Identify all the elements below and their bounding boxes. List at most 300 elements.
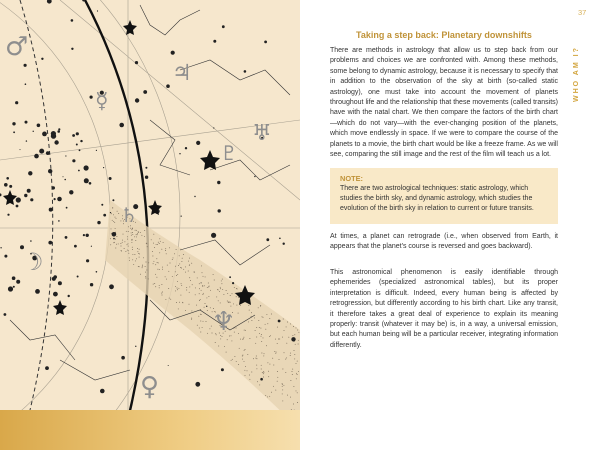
stipple-dot — [111, 228, 112, 229]
stipple-dot — [266, 345, 267, 346]
stipple-dot — [226, 290, 227, 291]
stipple-dot — [292, 371, 293, 372]
stipple-dot — [245, 330, 246, 331]
stipple-dot — [168, 271, 169, 272]
star-dot — [76, 132, 79, 135]
stipple-dot — [110, 238, 111, 239]
stipple-dot — [195, 294, 196, 295]
star-dot — [13, 131, 15, 133]
stipple-dot — [176, 249, 177, 250]
star-dot — [58, 128, 60, 130]
stipple-dot — [178, 265, 179, 266]
stipple-dot — [159, 287, 160, 288]
stipple-dot — [169, 298, 170, 299]
stipple-dot — [293, 404, 294, 405]
star-dot — [145, 167, 147, 169]
stipple-dot — [249, 310, 250, 311]
star-dot — [283, 243, 285, 245]
star-dot — [25, 121, 28, 124]
stipple-dot — [115, 217, 116, 218]
stipple-dot — [169, 247, 170, 248]
stipple-dot — [139, 249, 140, 250]
star-dot — [80, 140, 82, 142]
star-dot — [195, 382, 200, 387]
stipple-dot — [152, 251, 153, 252]
stipple-dot — [264, 353, 265, 354]
stipple-dot — [155, 264, 156, 265]
note-title: NOTE: — [340, 174, 363, 183]
stipple-dot — [175, 286, 176, 287]
star-dot — [12, 276, 16, 280]
stipple-dot — [286, 343, 287, 344]
stipple-dot — [132, 259, 133, 260]
stipple-dot — [223, 294, 224, 295]
stipple-dot — [227, 301, 228, 302]
mars-symbol-icon: ♂ — [5, 32, 29, 62]
stipple-dot — [262, 316, 263, 317]
stipple-dot — [181, 285, 182, 286]
stipple-dot — [197, 325, 198, 326]
stipple-dot — [157, 262, 158, 263]
stipple-dot — [174, 253, 175, 254]
star-dot — [39, 149, 44, 154]
stipple-dot — [249, 379, 250, 380]
star-dot — [64, 179, 66, 181]
mercury-symbol-icon: ☿ — [95, 89, 109, 114]
stipple-dot — [191, 319, 192, 320]
star-dot — [13, 286, 15, 288]
stipple-dot — [292, 369, 293, 370]
stipple-dot — [290, 353, 291, 354]
stipple-dot — [114, 222, 115, 223]
star-dot — [179, 153, 180, 154]
star-dot — [76, 144, 78, 146]
stipple-dot — [251, 312, 252, 313]
star-dot — [0, 193, 2, 196]
stipple-dot — [137, 251, 138, 252]
star-dot — [113, 238, 115, 240]
stipple-dot — [273, 365, 274, 366]
stipple-dot — [146, 270, 147, 271]
stipple-dot — [249, 375, 250, 376]
stipple-dot — [113, 214, 114, 215]
stipple-dot — [282, 400, 283, 401]
stipple-dot — [133, 264, 134, 265]
stipple-dot — [166, 279, 167, 280]
stipple-dot — [127, 239, 128, 240]
paragraph-intro: There are methods in astrology that allow us to step back from our problems and choices we are confronted with. Among these methods, some belong to dynamic astrology, because it is necessary to specify that in addition to the observation of the sky at birth (so-called static astrology), one must take into account the movement of planets throughout life and the relationship that these movements (called transits) have with the natal chart. We then compare the factors of the birth chart—which do not vary—with the ever-changing position of the planets, which move endlessly in space. If we were to compare the course of the planets to a movie, the birth chart would be like a freeze frame. As we will see, comparing the still image and the rest of the film will teach us a lot. — [330, 47, 558, 159]
stipple-dot — [156, 258, 157, 259]
stipple-dot — [204, 285, 205, 286]
stipple-dot — [185, 310, 186, 311]
star-dot — [33, 131, 34, 132]
stipple-dot — [240, 305, 241, 306]
star-dot — [291, 337, 295, 341]
stipple-dot — [220, 302, 221, 303]
stipple-dot — [154, 283, 155, 284]
stipple-dot — [283, 385, 284, 386]
stipple-dot — [230, 295, 231, 296]
stipple-dot — [110, 244, 111, 245]
stipple-dot — [287, 395, 288, 396]
stipple-dot — [175, 271, 176, 272]
star-dot — [58, 220, 60, 222]
stipple-dot — [116, 236, 117, 237]
stipple-dot — [265, 329, 266, 330]
star-dot — [260, 378, 263, 381]
star-dot — [16, 280, 20, 284]
stipple-dot — [285, 372, 286, 373]
stipple-dot — [152, 256, 153, 257]
star-dot — [244, 70, 247, 73]
stipple-dot — [131, 242, 132, 243]
stipple-dot — [144, 236, 145, 237]
stipple-dot — [256, 327, 257, 328]
star-dot — [52, 186, 55, 189]
stipple-dot — [157, 244, 158, 245]
stipple-dot — [245, 349, 246, 350]
stipple-dot — [231, 340, 232, 341]
star-dot — [168, 365, 169, 366]
stipple-dot — [140, 232, 141, 233]
stipple-dot — [111, 233, 112, 234]
stipple-dot — [296, 373, 297, 374]
stipple-dot — [213, 274, 214, 275]
star-dot — [135, 61, 138, 64]
stipple-dot — [128, 246, 129, 247]
stipple-dot — [201, 314, 202, 315]
stipple-dot — [297, 361, 298, 362]
stipple-dot — [134, 236, 135, 237]
star-dot — [7, 214, 9, 216]
stipple-dot — [271, 392, 272, 393]
stipple-dot — [167, 265, 168, 266]
stipple-dot — [236, 305, 237, 306]
stipple-dot — [258, 320, 259, 321]
stipple-dot — [275, 390, 276, 391]
stipple-dot — [216, 296, 217, 297]
stipple-dot — [277, 381, 278, 382]
stipple-dot — [189, 265, 190, 266]
star-dot — [84, 165, 89, 170]
star-dot — [171, 51, 175, 55]
stipple-dot — [179, 263, 180, 264]
star-dot — [110, 212, 111, 213]
stipple-dot — [178, 288, 179, 289]
stipple-dot — [201, 290, 202, 291]
star-dot — [103, 167, 104, 168]
star-dot — [91, 246, 92, 247]
gold-footer-band — [0, 410, 300, 450]
stipple-dot — [243, 337, 244, 338]
stipple-dot — [228, 302, 229, 303]
stipple-dot — [122, 240, 123, 241]
stipple-dot — [266, 314, 267, 315]
stipple-dot — [179, 302, 180, 303]
stipple-dot — [238, 297, 239, 298]
star-dot — [213, 127, 214, 128]
stipple-dot — [157, 269, 158, 270]
stipple-dot — [297, 392, 298, 393]
stipple-dot — [117, 211, 118, 212]
stipple-dot — [245, 375, 246, 376]
stipple-dot — [131, 232, 132, 233]
stipple-dot — [137, 234, 138, 235]
stipple-dot — [158, 262, 159, 263]
stipple-dot — [205, 303, 206, 304]
stipple-dot — [190, 280, 191, 281]
star-dot — [37, 124, 41, 128]
star-dot — [121, 356, 125, 360]
star-dot — [279, 238, 281, 240]
stipple-dot — [238, 313, 239, 314]
stipple-dot — [294, 334, 295, 335]
stipple-dot — [128, 253, 129, 254]
stipple-dot — [138, 232, 139, 233]
jupiter-symbol-icon: ♃ — [172, 61, 192, 86]
stipple-dot — [269, 336, 270, 337]
stipple-dot — [238, 333, 239, 334]
stipple-dot — [176, 275, 177, 276]
stipple-dot — [158, 242, 159, 243]
stipple-dot — [146, 243, 147, 244]
stipple-dot — [222, 279, 223, 280]
stipple-dot — [260, 305, 261, 306]
stipple-dot — [293, 326, 294, 327]
stipple-dot — [159, 285, 160, 286]
stipple-dot — [115, 239, 116, 240]
stipple-dot — [282, 383, 283, 384]
stipple-dot — [153, 284, 154, 285]
stipple-dot — [259, 333, 260, 334]
stipple-dot — [202, 285, 203, 286]
stipple-dot — [263, 377, 264, 378]
stipple-dot — [220, 338, 221, 339]
stipple-dot — [227, 339, 228, 340]
stipple-dot — [247, 370, 248, 371]
star-dot — [65, 236, 68, 239]
stipple-dot — [282, 386, 283, 387]
note-text: There are two astrological techniques: static astrology, which studies the birth sky, and dynamic astrology, which studies the evolution of the birth sky in relation to current or future transits. — [340, 185, 534, 213]
stipple-dot — [233, 303, 234, 304]
stipple-dot — [290, 323, 291, 324]
stipple-dot — [201, 265, 202, 266]
stipple-dot — [298, 371, 299, 372]
stipple-dot — [261, 365, 262, 366]
stipple-dot — [186, 287, 187, 288]
stipple-dot — [155, 274, 156, 275]
stipple-dot — [267, 323, 268, 324]
stipple-dot — [177, 274, 178, 275]
stipple-dot — [263, 355, 264, 356]
stipple-dot — [189, 304, 190, 305]
stipple-dot — [191, 310, 192, 311]
stipple-dot — [136, 230, 137, 231]
stipple-dot — [172, 259, 173, 260]
stipple-dot — [214, 280, 215, 281]
stipple-dot — [168, 288, 169, 289]
star-dot — [34, 154, 39, 159]
stipple-dot — [170, 263, 171, 264]
stipple-dot — [275, 353, 276, 354]
stipple-dot — [202, 272, 203, 273]
stipple-dot — [145, 276, 146, 277]
stipple-dot — [204, 307, 205, 308]
stipple-dot — [165, 276, 166, 277]
star-dot — [181, 216, 182, 217]
stipple-dot — [180, 295, 181, 296]
star-dot — [47, 0, 52, 4]
stipple-dot — [179, 255, 180, 256]
stipple-dot — [165, 299, 166, 300]
star-dot — [232, 282, 234, 284]
stipple-dot — [256, 356, 257, 357]
star-dot — [54, 198, 56, 200]
stipple-dot — [195, 287, 196, 288]
star-dot — [53, 292, 58, 297]
stipple-dot — [126, 231, 127, 232]
star-dot — [78, 170, 80, 172]
star-dot — [79, 149, 81, 151]
star-dot — [27, 189, 31, 193]
stipple-dot — [177, 289, 178, 290]
stipple-dot — [123, 234, 124, 235]
stipple-dot — [274, 351, 275, 352]
stipple-dot — [248, 321, 249, 322]
stipple-dot — [115, 248, 116, 249]
stipple-dot — [268, 371, 269, 372]
stipple-dot — [138, 266, 139, 267]
stipple-dot — [132, 234, 133, 235]
star-dot — [97, 10, 98, 11]
stipple-dot — [263, 372, 264, 373]
stipple-dot — [220, 287, 221, 288]
stipple-dot — [156, 244, 157, 245]
stipple-dot — [242, 359, 243, 360]
stipple-dot — [153, 234, 154, 235]
star-dot — [8, 286, 13, 291]
stipple-dot — [200, 299, 201, 300]
stipple-dot — [258, 307, 259, 308]
star-dot — [97, 221, 100, 224]
stipple-dot — [128, 231, 129, 232]
stipple-dot — [112, 220, 113, 221]
saturn-symbol-icon: ♄ — [120, 203, 138, 227]
stipple-dot — [186, 290, 187, 291]
stipple-dot — [224, 346, 225, 347]
stipple-dot — [208, 286, 209, 287]
stipple-dot — [206, 321, 207, 322]
star-dot — [6, 177, 9, 180]
stipple-dot — [255, 330, 256, 331]
stipple-dot — [269, 396, 270, 397]
stipple-dot — [177, 281, 178, 282]
stipple-dot — [183, 269, 184, 270]
stipple-dot — [196, 305, 197, 306]
stipple-dot — [271, 314, 272, 315]
stipple-dot — [282, 369, 283, 370]
stipple-dot — [175, 266, 176, 267]
pluto-symbol-icon: ♇ — [220, 141, 238, 165]
star-dot — [72, 159, 75, 162]
star-dot — [49, 208, 53, 212]
star-dot — [166, 84, 170, 88]
stipple-dot — [208, 296, 209, 297]
stipple-dot — [282, 389, 283, 390]
stipple-dot — [279, 339, 280, 340]
stipple-dot — [262, 372, 263, 373]
stipple-dot — [251, 316, 252, 317]
stipple-dot — [288, 337, 289, 338]
stipple-dot — [170, 299, 171, 300]
stipple-dot — [295, 344, 296, 345]
neptune-symbol-icon: ♆ — [212, 307, 236, 337]
stipple-dot — [178, 308, 179, 309]
stipple-dot — [162, 269, 163, 270]
stipple-dot — [199, 288, 200, 289]
stipple-dot — [240, 339, 241, 340]
stipple-dot — [236, 296, 237, 297]
star-dot — [0, 247, 1, 248]
stipple-dot — [135, 260, 136, 261]
stipple-dot — [269, 364, 270, 365]
stipple-dot — [263, 317, 264, 318]
stipple-dot — [259, 384, 260, 385]
stipple-dot — [132, 254, 133, 255]
stipple-dot — [230, 302, 231, 303]
star-dot — [42, 132, 47, 137]
stipple-dot — [139, 266, 140, 267]
star-dot — [66, 207, 68, 209]
stipple-dot — [153, 261, 154, 262]
star-dot — [58, 281, 62, 285]
stipple-dot — [128, 243, 129, 244]
stipple-dot — [259, 327, 260, 328]
stipple-dot — [132, 247, 133, 248]
stipple-dot — [286, 326, 287, 327]
venus-symbol-icon: ♀ — [140, 372, 160, 402]
stipple-dot — [114, 242, 115, 243]
star-dot — [57, 130, 60, 133]
stipple-dot — [200, 332, 201, 333]
star-dot — [266, 238, 269, 241]
stipple-dot — [298, 340, 299, 341]
star-dot — [206, 306, 207, 307]
stipple-dot — [294, 358, 295, 359]
stipple-dot — [198, 316, 199, 317]
star-dot — [217, 181, 220, 184]
star-dot — [89, 182, 92, 185]
stipple-dot — [265, 395, 266, 396]
star-dot — [69, 190, 73, 194]
stipple-dot — [145, 266, 146, 267]
stipple-dot — [218, 289, 219, 290]
stipple-dot — [159, 238, 160, 239]
stipple-dot — [268, 376, 269, 377]
stipple-dot — [249, 338, 250, 339]
stipple-dot — [210, 307, 211, 308]
stipple-dot — [142, 267, 143, 268]
stipple-dot — [275, 339, 276, 340]
note-box — [330, 168, 558, 224]
star-dot — [16, 205, 19, 208]
stipple-dot — [136, 236, 137, 237]
stipple-dot — [185, 266, 186, 267]
stipple-dot — [253, 358, 254, 359]
stipple-dot — [156, 277, 157, 278]
star-dot — [196, 141, 200, 145]
stipple-dot — [188, 271, 189, 272]
